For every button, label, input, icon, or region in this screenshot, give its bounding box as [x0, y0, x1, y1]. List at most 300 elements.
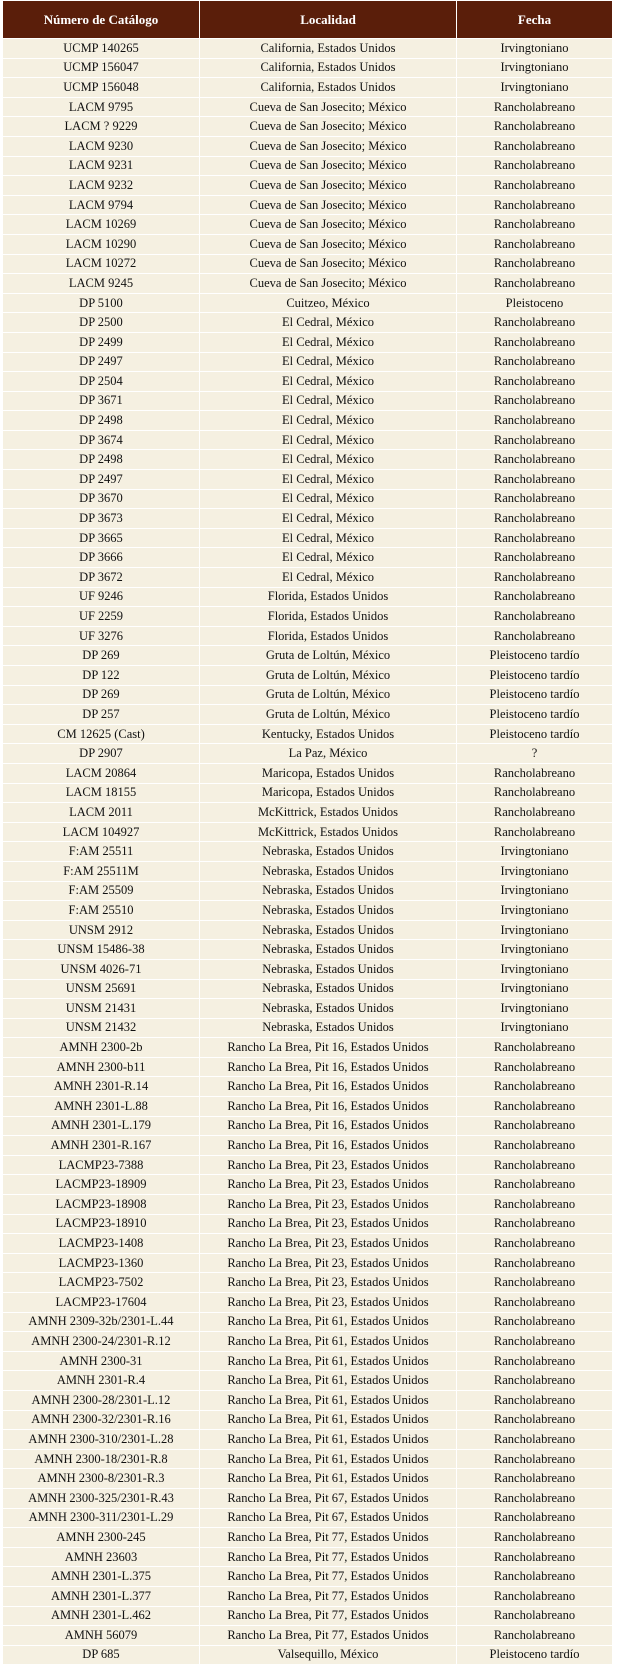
catalog-number-cell: DP 2497: [3, 470, 200, 490]
date-cell: Irvingtoniano: [457, 58, 613, 78]
locality-cell: Gruta de Loltún, México: [200, 666, 457, 686]
catalog-number-cell: AMNH 2301-L.462: [3, 1606, 200, 1626]
catalog-number-cell: AMNH 2301-R.14: [3, 1077, 200, 1097]
locality-cell: Rancho La Brea, Pit 16, Estados Unidos: [200, 1038, 457, 1058]
locality-cell: Rancho La Brea, Pit 67, Estados Unidos: [200, 1488, 457, 1508]
table-row: [3, 78, 613, 98]
date-cell: Irvingtoniano: [457, 901, 613, 921]
table-row: [3, 1273, 613, 1293]
locality-cell: Cueva de San Josecito; México: [200, 156, 457, 176]
table-row: [3, 254, 613, 274]
date-cell: Rancholabreano: [457, 1508, 613, 1528]
date-cell: Rancholabreano: [457, 783, 613, 803]
locality-cell: Rancho La Brea, Pit 23, Estados Unidos: [200, 1175, 457, 1195]
catalog-number-cell: LACM 9232: [3, 176, 200, 196]
date-cell: Rancholabreano: [457, 1195, 613, 1215]
table-row: [3, 822, 613, 842]
catalog-number-cell: UNSM 15486-38: [3, 940, 200, 960]
locality-cell: Gruta de Loltún, México: [200, 685, 457, 705]
catalog-number-cell: DP 3672: [3, 568, 200, 588]
date-cell: Rancholabreano: [457, 607, 613, 627]
table-row: [3, 1645, 613, 1665]
date-cell: Rancholabreano: [457, 1488, 613, 1508]
table-row: [3, 39, 613, 59]
date-cell: Rancholabreano: [457, 1077, 613, 1097]
table-row: [3, 450, 613, 470]
date-cell: Rancholabreano: [457, 1057, 613, 1077]
table-row: [3, 1253, 613, 1273]
catalog-number-cell: AMNH 2300-18/2301-R.8: [3, 1449, 200, 1469]
date-cell: Rancholabreano: [457, 195, 613, 215]
locality-cell: Rancho La Brea, Pit 77, Estados Unidos: [200, 1626, 457, 1646]
table-row: [3, 568, 613, 588]
table-row: [3, 626, 613, 646]
catalog-number-cell: DP 122: [3, 666, 200, 686]
locality-cell: Rancho La Brea, Pit 61, Estados Unidos: [200, 1390, 457, 1410]
table-row: [3, 763, 613, 783]
catalog-number-cell: F:AM 25511M: [3, 861, 200, 881]
catalog-number-cell: LACM 9794: [3, 195, 200, 215]
table-row: [3, 117, 613, 137]
locality-cell: California, Estados Unidos: [200, 78, 457, 98]
catalog-number-cell: LACM 9231: [3, 156, 200, 176]
date-cell: Pleistoceno: [457, 293, 613, 313]
table-row: [3, 1155, 613, 1175]
date-cell: Rancholabreano: [457, 1586, 613, 1606]
date-cell: ?: [457, 744, 613, 764]
locality-cell: Gruta de Loltún, México: [200, 646, 457, 666]
table-row: [3, 1606, 613, 1626]
catalog-number-cell: LACMP23-18909: [3, 1175, 200, 1195]
locality-cell: Rancho La Brea, Pit 61, Estados Unidos: [200, 1371, 457, 1391]
table-row: [3, 332, 613, 352]
catalog-number-cell: LACM 104927: [3, 822, 200, 842]
locality-cell: Rancho La Brea, Pit 61, Estados Unidos: [200, 1449, 457, 1469]
locality-cell: Rancho La Brea, Pit 23, Estados Unidos: [200, 1293, 457, 1313]
locality-cell: Rancho La Brea, Pit 23, Estados Unidos: [200, 1214, 457, 1234]
table-row: [3, 58, 613, 78]
table-row: [3, 97, 613, 117]
catalog-number-cell: AMNH 2301-L.375: [3, 1567, 200, 1587]
table-row: [3, 470, 613, 490]
catalog-number-cell: AMNH 2301-L.179: [3, 1116, 200, 1136]
date-cell: Rancholabreano: [457, 1273, 613, 1293]
locality-cell: Rancho La Brea, Pit 23, Estados Unidos: [200, 1273, 457, 1293]
catalog-number-cell: DP 2498: [3, 450, 200, 470]
catalog-number-cell: DP 257: [3, 705, 200, 725]
date-cell: Irvingtoniano: [457, 1018, 613, 1038]
catalog-number-cell: AMNH 2301-L.377: [3, 1586, 200, 1606]
locality-cell: Nebraska, Estados Unidos: [200, 920, 457, 940]
catalog-number-cell: DP 269: [3, 646, 200, 666]
locality-cell: Cuitzeo, México: [200, 293, 457, 313]
table-row: [3, 1626, 613, 1646]
table-row: [3, 1508, 613, 1528]
catalog-number-cell: UF 2259: [3, 607, 200, 627]
table-row: [3, 705, 613, 725]
table-row: [3, 959, 613, 979]
locality-cell: El Cedral, México: [200, 528, 457, 548]
catalog-number-cell: LACM ? 9229: [3, 117, 200, 137]
date-cell: Pleistoceno tardío: [457, 705, 613, 725]
header-row: [3, 1, 613, 39]
table-row: [3, 136, 613, 156]
date-cell: Pleistoceno tardío: [457, 724, 613, 744]
date-cell: Rancholabreano: [457, 1332, 613, 1352]
catalog-number-cell: AMNH 2300-325/2301-R.43: [3, 1488, 200, 1508]
table-row: [3, 724, 613, 744]
catalog-number-cell: DP 2498: [3, 411, 200, 431]
table-row: [3, 783, 613, 803]
locality-cell: Rancho La Brea, Pit 23, Estados Unidos: [200, 1253, 457, 1273]
date-cell: Rancholabreano: [457, 1449, 613, 1469]
catalog-number-cell: LACM 20864: [3, 763, 200, 783]
locality-cell: Cueva de San Josecito; México: [200, 136, 457, 156]
locality-cell: Florida, Estados Unidos: [200, 607, 457, 627]
locality-cell: Rancho La Brea, Pit 23, Estados Unidos: [200, 1195, 457, 1215]
catalog-number-cell: DP 3666: [3, 548, 200, 568]
locality-cell: Cueva de San Josecito; México: [200, 254, 457, 274]
date-cell: Irvingtoniano: [457, 842, 613, 862]
catalog-number-cell: AMNH 2300-245: [3, 1528, 200, 1548]
table-row: [3, 587, 613, 607]
date-cell: Rancholabreano: [457, 1136, 613, 1156]
date-cell: Rancholabreano: [457, 1253, 613, 1273]
date-cell: Pleistoceno tardío: [457, 1645, 613, 1665]
date-cell: Rancholabreano: [457, 352, 613, 372]
date-cell: Rancholabreano: [457, 1469, 613, 1489]
date-cell: Rancholabreano: [457, 1410, 613, 1430]
table-row: [3, 979, 613, 999]
table-row: [3, 1038, 613, 1058]
catalog-number-cell: DP 3665: [3, 528, 200, 548]
date-cell: Rancholabreano: [457, 117, 613, 137]
locality-cell: Rancho La Brea, Pit 61, Estados Unidos: [200, 1312, 457, 1332]
date-cell: Rancholabreano: [457, 372, 613, 392]
locality-cell: Florida, Estados Unidos: [200, 587, 457, 607]
table-body: [3, 39, 613, 1665]
locality-cell: McKittrick, Estados Unidos: [200, 803, 457, 823]
column-header-locality: Localidad: [200, 1, 457, 39]
locality-cell: Nebraska, Estados Unidos: [200, 1018, 457, 1038]
locality-cell: Cueva de San Josecito; México: [200, 97, 457, 117]
table-row: [3, 411, 613, 431]
date-cell: Rancholabreano: [457, 489, 613, 509]
date-cell: Irvingtoniano: [457, 78, 613, 98]
locality-cell: Nebraska, Estados Unidos: [200, 959, 457, 979]
catalog-number-cell: LACM 18155: [3, 783, 200, 803]
date-cell: Rancholabreano: [457, 332, 613, 352]
date-cell: Rancholabreano: [457, 411, 613, 431]
catalog-number-cell: AMNH 2300-8/2301-R.3: [3, 1469, 200, 1489]
catalog-number-cell: AMNH 2309-32b/2301-L.44: [3, 1312, 200, 1332]
table-row: [3, 313, 613, 333]
locality-cell: Rancho La Brea, Pit 61, Estados Unidos: [200, 1410, 457, 1430]
column-header-catalog-number: Número de Catálogo: [3, 1, 200, 39]
table-row: [3, 1488, 613, 1508]
locality-cell: Kentucky, Estados Unidos: [200, 724, 457, 744]
catalog-number-cell: LACM 9230: [3, 136, 200, 156]
locality-cell: Rancho La Brea, Pit 61, Estados Unidos: [200, 1469, 457, 1489]
locality-cell: El Cedral, México: [200, 568, 457, 588]
locality-cell: El Cedral, México: [200, 391, 457, 411]
date-cell: Rancholabreano: [457, 822, 613, 842]
date-cell: Irvingtoniano: [457, 940, 613, 960]
catalog-number-cell: DP 3670: [3, 489, 200, 509]
locality-cell: El Cedral, México: [200, 509, 457, 529]
date-cell: Rancholabreano: [457, 1175, 613, 1195]
locality-cell: Rancho La Brea, Pit 16, Estados Unidos: [200, 1057, 457, 1077]
table-row: [3, 215, 613, 235]
table-row: [3, 803, 613, 823]
table-row: [3, 999, 613, 1019]
catalog-number-cell: DP 2500: [3, 313, 200, 333]
table-row: [3, 1586, 613, 1606]
catalog-number-cell: UNSM 2912: [3, 920, 200, 940]
table-row: [3, 1175, 613, 1195]
table-row: [3, 176, 613, 196]
table-row: [3, 881, 613, 901]
table-row: [3, 1332, 613, 1352]
table-row: [3, 1351, 613, 1371]
table-row: [3, 195, 613, 215]
date-cell: Irvingtoniano: [457, 979, 613, 999]
locality-cell: Rancho La Brea, Pit 61, Estados Unidos: [200, 1430, 457, 1450]
locality-cell: Nebraska, Estados Unidos: [200, 940, 457, 960]
catalog-number-cell: AMNH 2301-L.88: [3, 1097, 200, 1117]
catalog-number-cell: DP 3674: [3, 430, 200, 450]
catalog-number-cell: LACMP23-1360: [3, 1253, 200, 1273]
locality-cell: Rancho La Brea, Pit 16, Estados Unidos: [200, 1077, 457, 1097]
catalog-number-cell: DP 269: [3, 685, 200, 705]
table-row: [3, 372, 613, 392]
table-row: [3, 1057, 613, 1077]
catalog-number-cell: DP 3671: [3, 391, 200, 411]
date-cell: Irvingtoniano: [457, 920, 613, 940]
table-row: [3, 1528, 613, 1548]
catalog-number-cell: UNSM 21432: [3, 1018, 200, 1038]
locality-cell: Florida, Estados Unidos: [200, 626, 457, 646]
date-cell: Rancholabreano: [457, 1606, 613, 1626]
locality-cell: Rancho La Brea, Pit 77, Estados Unidos: [200, 1567, 457, 1587]
catalog-number-cell: DP 2497: [3, 352, 200, 372]
table-header: [3, 1, 613, 39]
table-row: [3, 1371, 613, 1391]
date-cell: Rancholabreano: [457, 1351, 613, 1371]
locality-cell: Nebraska, Estados Unidos: [200, 861, 457, 881]
date-cell: Rancholabreano: [457, 1038, 613, 1058]
table-row: [3, 920, 613, 940]
date-cell: Rancholabreano: [457, 626, 613, 646]
table-row: [3, 1430, 613, 1450]
locality-cell: El Cedral, México: [200, 313, 457, 333]
locality-cell: Nebraska, Estados Unidos: [200, 901, 457, 921]
date-cell: Rancholabreano: [457, 528, 613, 548]
locality-cell: Rancho La Brea, Pit 61, Estados Unidos: [200, 1332, 457, 1352]
catalog-number-cell: DP 5100: [3, 293, 200, 313]
locality-cell: El Cedral, México: [200, 470, 457, 490]
table-row: [3, 430, 613, 450]
locality-cell: Rancho La Brea, Pit 16, Estados Unidos: [200, 1136, 457, 1156]
table-row: [3, 1390, 613, 1410]
locality-cell: Rancho La Brea, Pit 61, Estados Unidos: [200, 1351, 457, 1371]
locality-cell: Cueva de San Josecito; México: [200, 117, 457, 137]
catalog-number-cell: LACMP23-1408: [3, 1234, 200, 1254]
table-row: [3, 685, 613, 705]
table-row: [3, 293, 613, 313]
date-cell: Pleistoceno tardío: [457, 685, 613, 705]
date-cell: Irvingtoniano: [457, 959, 613, 979]
table-row: [3, 1116, 613, 1136]
table-row: [3, 1312, 613, 1332]
date-cell: Rancholabreano: [457, 136, 613, 156]
locality-cell: Cueva de San Josecito; México: [200, 176, 457, 196]
table-row: [3, 1097, 613, 1117]
specimen-table: [2, 0, 613, 1665]
date-cell: Rancholabreano: [457, 763, 613, 783]
catalog-number-cell: UCMP 156048: [3, 78, 200, 98]
locality-cell: La Paz, México: [200, 744, 457, 764]
table-row: [3, 1214, 613, 1234]
table-row: [3, 666, 613, 686]
date-cell: Irvingtoniano: [457, 999, 613, 1019]
catalog-number-cell: LACMP23-17604: [3, 1293, 200, 1313]
catalog-number-cell: LACMP23-18910: [3, 1214, 200, 1234]
table-row: [3, 1410, 613, 1430]
table-row: [3, 234, 613, 254]
locality-cell: Maricopa, Estados Unidos: [200, 763, 457, 783]
table-row: [3, 1234, 613, 1254]
catalog-number-cell: DP 3673: [3, 509, 200, 529]
catalog-number-cell: DP 685: [3, 1645, 200, 1665]
locality-cell: Gruta de Loltún, México: [200, 705, 457, 725]
catalog-number-cell: DP 2504: [3, 372, 200, 392]
catalog-number-cell: UNSM 25691: [3, 979, 200, 999]
table-row: [3, 1136, 613, 1156]
locality-cell: Cueva de San Josecito; México: [200, 234, 457, 254]
locality-cell: Maricopa, Estados Unidos: [200, 783, 457, 803]
catalog-number-cell: LACM 9795: [3, 97, 200, 117]
date-cell: Irvingtoniano: [457, 861, 613, 881]
locality-cell: Rancho La Brea, Pit 16, Estados Unidos: [200, 1116, 457, 1136]
date-cell: Rancholabreano: [457, 313, 613, 333]
table-row: [3, 1293, 613, 1313]
date-cell: Rancholabreano: [457, 1547, 613, 1567]
locality-cell: El Cedral, México: [200, 430, 457, 450]
locality-cell: California, Estados Unidos: [200, 39, 457, 59]
date-cell: Rancholabreano: [457, 1214, 613, 1234]
table-row: [3, 489, 613, 509]
date-cell: Rancholabreano: [457, 1430, 613, 1450]
catalog-number-cell: UF 9246: [3, 587, 200, 607]
table-row: [3, 842, 613, 862]
locality-cell: Rancho La Brea, Pit 23, Estados Unidos: [200, 1234, 457, 1254]
locality-cell: El Cedral, México: [200, 372, 457, 392]
locality-cell: Nebraska, Estados Unidos: [200, 999, 457, 1019]
catalog-number-cell: AMNH 2300-32/2301-R.16: [3, 1410, 200, 1430]
table-row: [3, 1018, 613, 1038]
column-header-date: Fecha: [457, 1, 613, 39]
catalog-number-cell: LACM 10290: [3, 234, 200, 254]
locality-cell: Nebraska, Estados Unidos: [200, 979, 457, 999]
catalog-number-cell: F:AM 25511: [3, 842, 200, 862]
date-cell: Rancholabreano: [457, 1390, 613, 1410]
catalog-number-cell: AMNH 2301-R.4: [3, 1371, 200, 1391]
catalog-number-cell: LACMP23-7388: [3, 1155, 200, 1175]
table-row: [3, 1469, 613, 1489]
catalog-number-cell: AMNH 2300-2b: [3, 1038, 200, 1058]
catalog-number-cell: AMNH 2300-b11: [3, 1057, 200, 1077]
locality-cell: Rancho La Brea, Pit 23, Estados Unidos: [200, 1155, 457, 1175]
date-cell: Rancholabreano: [457, 156, 613, 176]
catalog-number-cell: UNSM 21431: [3, 999, 200, 1019]
table-row: [3, 646, 613, 666]
catalog-number-cell: AMNH 2300-24/2301-R.12: [3, 1332, 200, 1352]
catalog-number-cell: AMNH 2300-311/2301-L.29: [3, 1508, 200, 1528]
table-row: [3, 1449, 613, 1469]
locality-cell: Rancho La Brea, Pit 77, Estados Unidos: [200, 1606, 457, 1626]
catalog-number-cell: AMNH 23603: [3, 1547, 200, 1567]
table-row: [3, 901, 613, 921]
date-cell: Rancholabreano: [457, 803, 613, 823]
catalog-number-cell: AMNH 2300-310/2301-L.28: [3, 1430, 200, 1450]
catalog-number-cell: UCMP 140265: [3, 39, 200, 59]
catalog-number-cell: UF 3276: [3, 626, 200, 646]
date-cell: Rancholabreano: [457, 1312, 613, 1332]
date-cell: Irvingtoniano: [457, 881, 613, 901]
date-cell: Rancholabreano: [457, 1528, 613, 1548]
table-row: [3, 1077, 613, 1097]
date-cell: Rancholabreano: [457, 1155, 613, 1175]
table-row: [3, 861, 613, 881]
date-cell: Rancholabreano: [457, 1626, 613, 1646]
table-row: [3, 528, 613, 548]
date-cell: Rancholabreano: [457, 1371, 613, 1391]
date-cell: Rancholabreano: [457, 568, 613, 588]
locality-cell: Rancho La Brea, Pit 67, Estados Unidos: [200, 1508, 457, 1528]
locality-cell: California, Estados Unidos: [200, 58, 457, 78]
table-row: [3, 607, 613, 627]
date-cell: Rancholabreano: [457, 1234, 613, 1254]
date-cell: Rancholabreano: [457, 234, 613, 254]
date-cell: Rancholabreano: [457, 1097, 613, 1117]
catalog-number-cell: LACM 10272: [3, 254, 200, 274]
date-cell: Pleistoceno tardío: [457, 646, 613, 666]
catalog-number-cell: AMNH 2301-R.167: [3, 1136, 200, 1156]
catalog-number-cell: CM 12625 (Cast): [3, 724, 200, 744]
catalog-number-cell: AMNH 2300-28/2301-L.12: [3, 1390, 200, 1410]
date-cell: Rancholabreano: [457, 274, 613, 294]
date-cell: Rancholabreano: [457, 587, 613, 607]
locality-cell: Rancho La Brea, Pit 77, Estados Unidos: [200, 1528, 457, 1548]
locality-cell: Valsequillo, México: [200, 1645, 457, 1665]
catalog-number-cell: AMNH 2300-31: [3, 1351, 200, 1371]
date-cell: Rancholabreano: [457, 470, 613, 490]
locality-cell: Cueva de San Josecito; México: [200, 215, 457, 235]
catalog-number-cell: UCMP 156047: [3, 58, 200, 78]
date-cell: Rancholabreano: [457, 548, 613, 568]
catalog-number-cell: LACMP23-7502: [3, 1273, 200, 1293]
catalog-number-cell: LACM 10269: [3, 215, 200, 235]
locality-cell: Rancho La Brea, Pit 77, Estados Unidos: [200, 1586, 457, 1606]
date-cell: Rancholabreano: [457, 97, 613, 117]
catalog-number-cell: F:AM 25510: [3, 901, 200, 921]
date-cell: Rancholabreano: [457, 509, 613, 529]
locality-cell: El Cedral, México: [200, 411, 457, 431]
date-cell: Rancholabreano: [457, 254, 613, 274]
locality-cell: Cueva de San Josecito; México: [200, 195, 457, 215]
date-cell: Rancholabreano: [457, 215, 613, 235]
